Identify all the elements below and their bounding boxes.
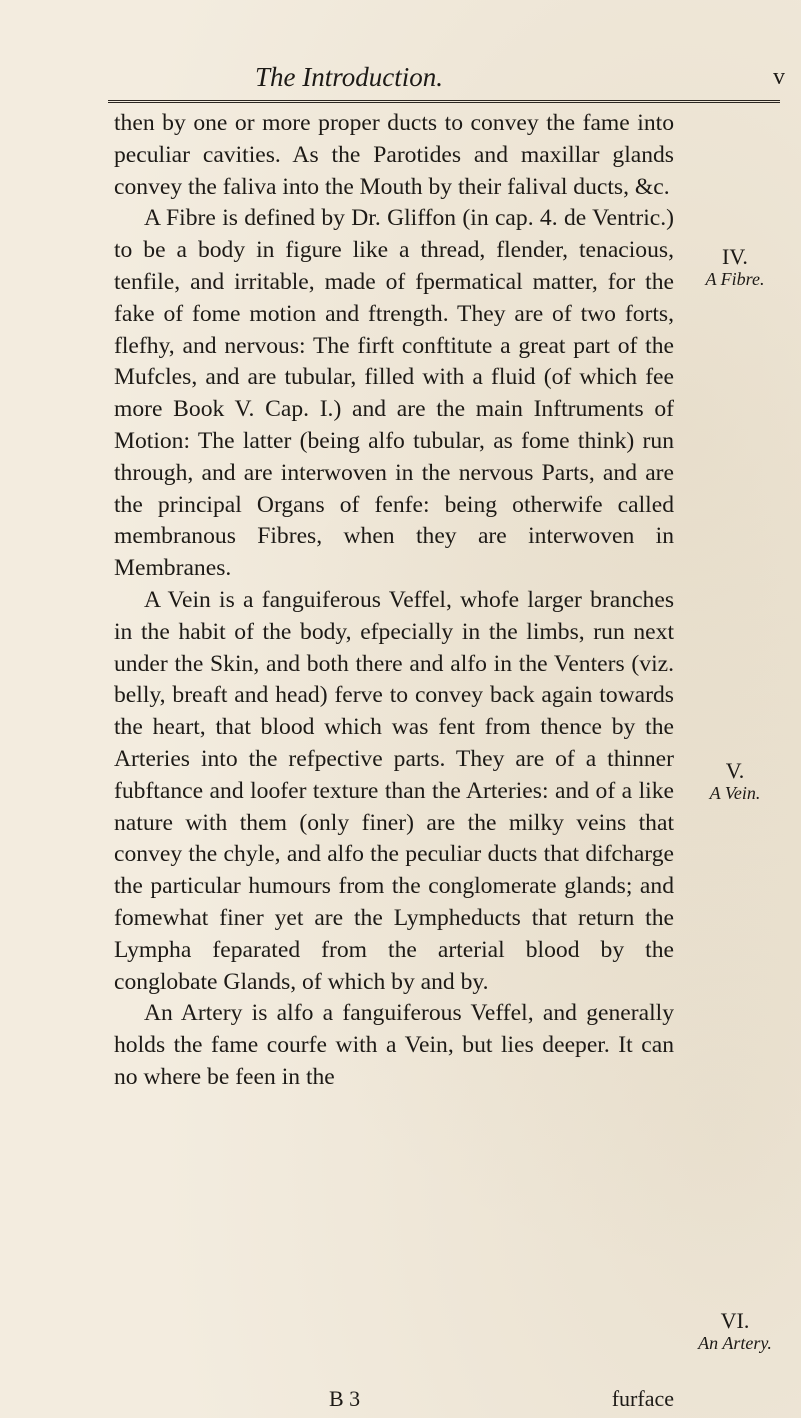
running-header [105,62,785,98]
margin-note-fibre [690,246,780,290]
margin-note-label: An Artery. [698,1333,772,1353]
catchword: furface [611,1386,674,1411]
paragraph: A Vein is a fanguiferous Veffel, whofe larger branches in the habit of the body, efpecially in the limbs, run next under the Skin, and both there and alfo in the Venters (viz. belly, breaft and head) ferve to convey back again towards the heart, that blood which was fent from thence by the Arteries into the refpective parts. They are of a thinner fubftance and loofer texture than the Arteries: and of a like nature with them (only finer) are the milky veins that convey the chyle, and alfo the peculiar ducts that difcharge the particular humours from the conglomerate glands; and fomewhat finer yet are the Lympheducts that return the Lympha feparated from the arterial blood by the conglobate Glands, of which by and by. [114,586,674,995]
paragraph: An Artery is alfo a fanguiferous Veffel, and generally holds the fame courfe with a Vein, but lies deeper. It can no where be feen in the [114,1000,674,1090]
main-text [114,108,674,1094]
header-rule [108,100,780,103]
running-title: The Introduction. [255,62,443,92]
paragraph: then by one or more proper ducts to convey the fame into peculiar cavities. As the Parotides and maxillar glands convey the faliva into the Mouth by their falival ducts, &c. [114,110,674,200]
margin-note-artery [690,1310,780,1354]
page-number: v [773,64,785,90]
margin-note-vein [690,760,780,804]
margin-note-number: V. [725,758,745,783]
paragraph: A Fibre is defined by Dr. Gliffon (in cap. 4. de Ventric.) to be a body in figure like a thread, flender, tenacious, tenfile, and irritable, made of fpermatical matter, for the fake of fome motion and ftrength. They are of two forts, flefhy, and nervous: The firft conftitute a great part of the Mufcles, and are tubular, filled with a fluid (of which fee more Book V. Cap. I.) and are the main Inftruments of Motion: The latter (being alfo tubular, as fome think) run through, and are interwoven in the nervous Parts, and are the principal Organs of fenfe: being otherwife called membranous Fibres, when they are interwoven in Membranes. [114,205,674,582]
page-footer [114,1386,674,1414]
margin-note-number: VI. [720,1308,750,1333]
margin-note-label: A Vein. [709,783,761,803]
margin-note-label: A Fibre. [705,269,765,289]
margin-note-number: IV. [722,244,748,269]
signature-mark: B 3 [329,1386,361,1411]
